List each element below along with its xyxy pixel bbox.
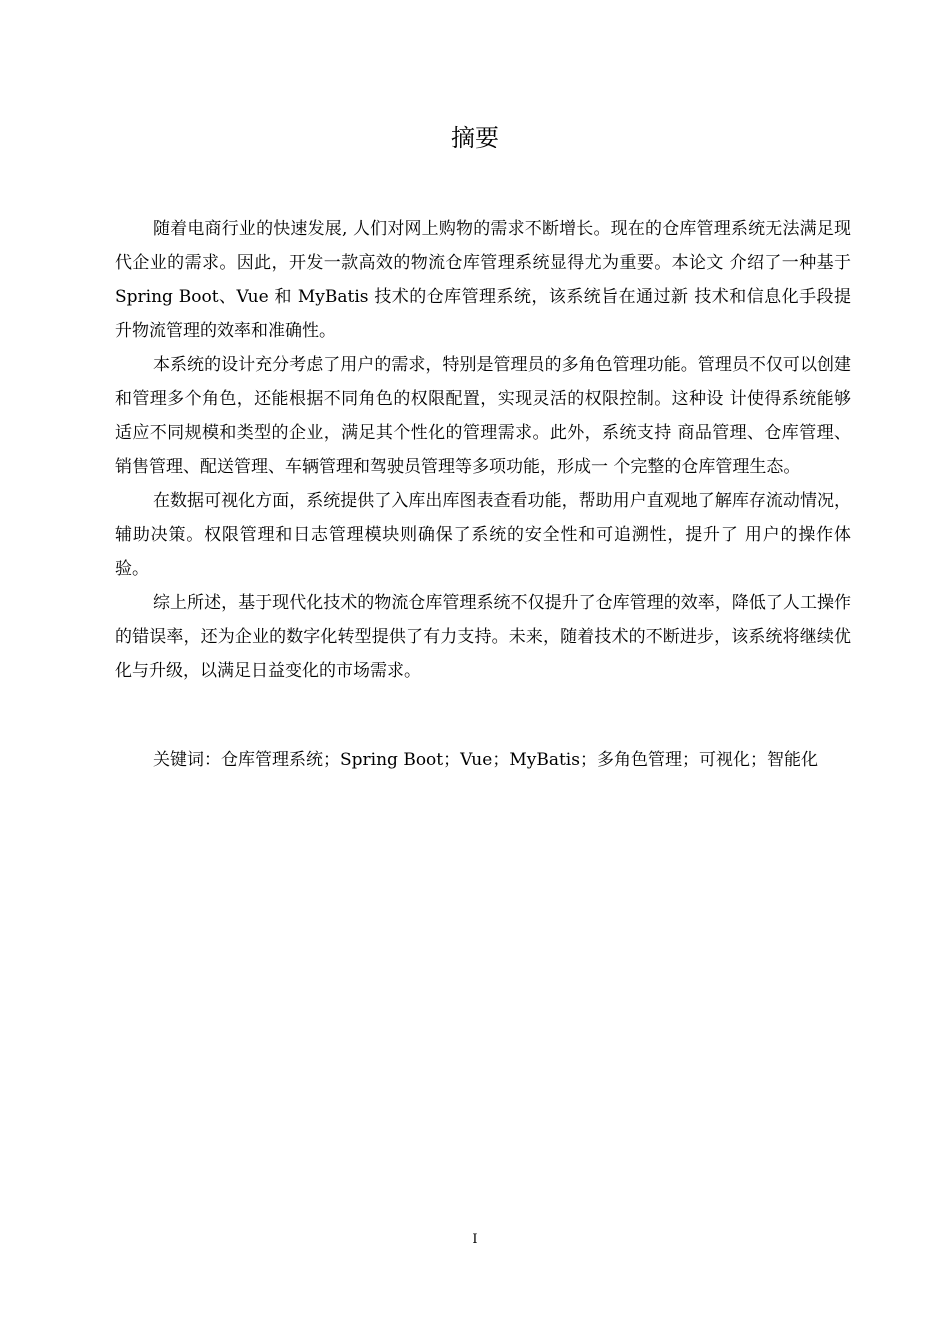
abstract-paragraph-3: 在数据可视化方面，系统提供了入库出库图表查看功能，帮助用户直观地了解库存流动情况，辅助决策。权限管理和日志管理模块则确保了系统的安全性和可追溯性，提升了 用户的操作体验。 xyxy=(115,491,851,579)
abstract-paragraph-1: 随着电商行业的快速发展, 人们对网上购物的需求不断增长。现在的仓库管理系统无法满足现代企业的需求。因此，开发一款高效的物流仓库管理系统显得尤为重要。本论文 介绍了一种基于 Spring Boot、Vue 和 MyBatis 技术的仓库管理系统，该系统旨在通过新 技术和信息化手段提升物流管理的效率和准确性。 xyxy=(115,219,851,341)
abstract-paragraph-4: 综上所述，基于现代化技术的物流仓库管理系统不仅提升了仓库管理的效率，降低了人工操作的错误率，还为企业的数字化转型提供了有力支持。未来，随着技术的不断进步，该系统将继续优化与升级，以满足日益变化的市场需求。 xyxy=(115,593,851,681)
page-title: 摘要 xyxy=(451,124,499,152)
page-number: I xyxy=(472,1232,478,1247)
abstract-body xyxy=(115,212,851,688)
abstract-paragraph-2: 本系统的设计充分考虑了用户的需求，特别是管理员的多角色管理功能。管理员不仅可以创建和管理多个角色，还能根据不同角色的权限配置，实现灵活的权限控制。这种设 计使得系统能够适应不同规模和类型的企业，满足其个性化的管理需求。此外，系统支持 商品管理、仓库管理、销售管理、配送管理、车辆管理和驾驶员管理等多项功能，形成一 个完整的仓库管理生态。 xyxy=(115,355,851,477)
keywords-line: 关键词：仓库管理系统；Spring Boot；Vue；MyBatis；多角色管理；可视化；智能化 xyxy=(153,750,818,770)
